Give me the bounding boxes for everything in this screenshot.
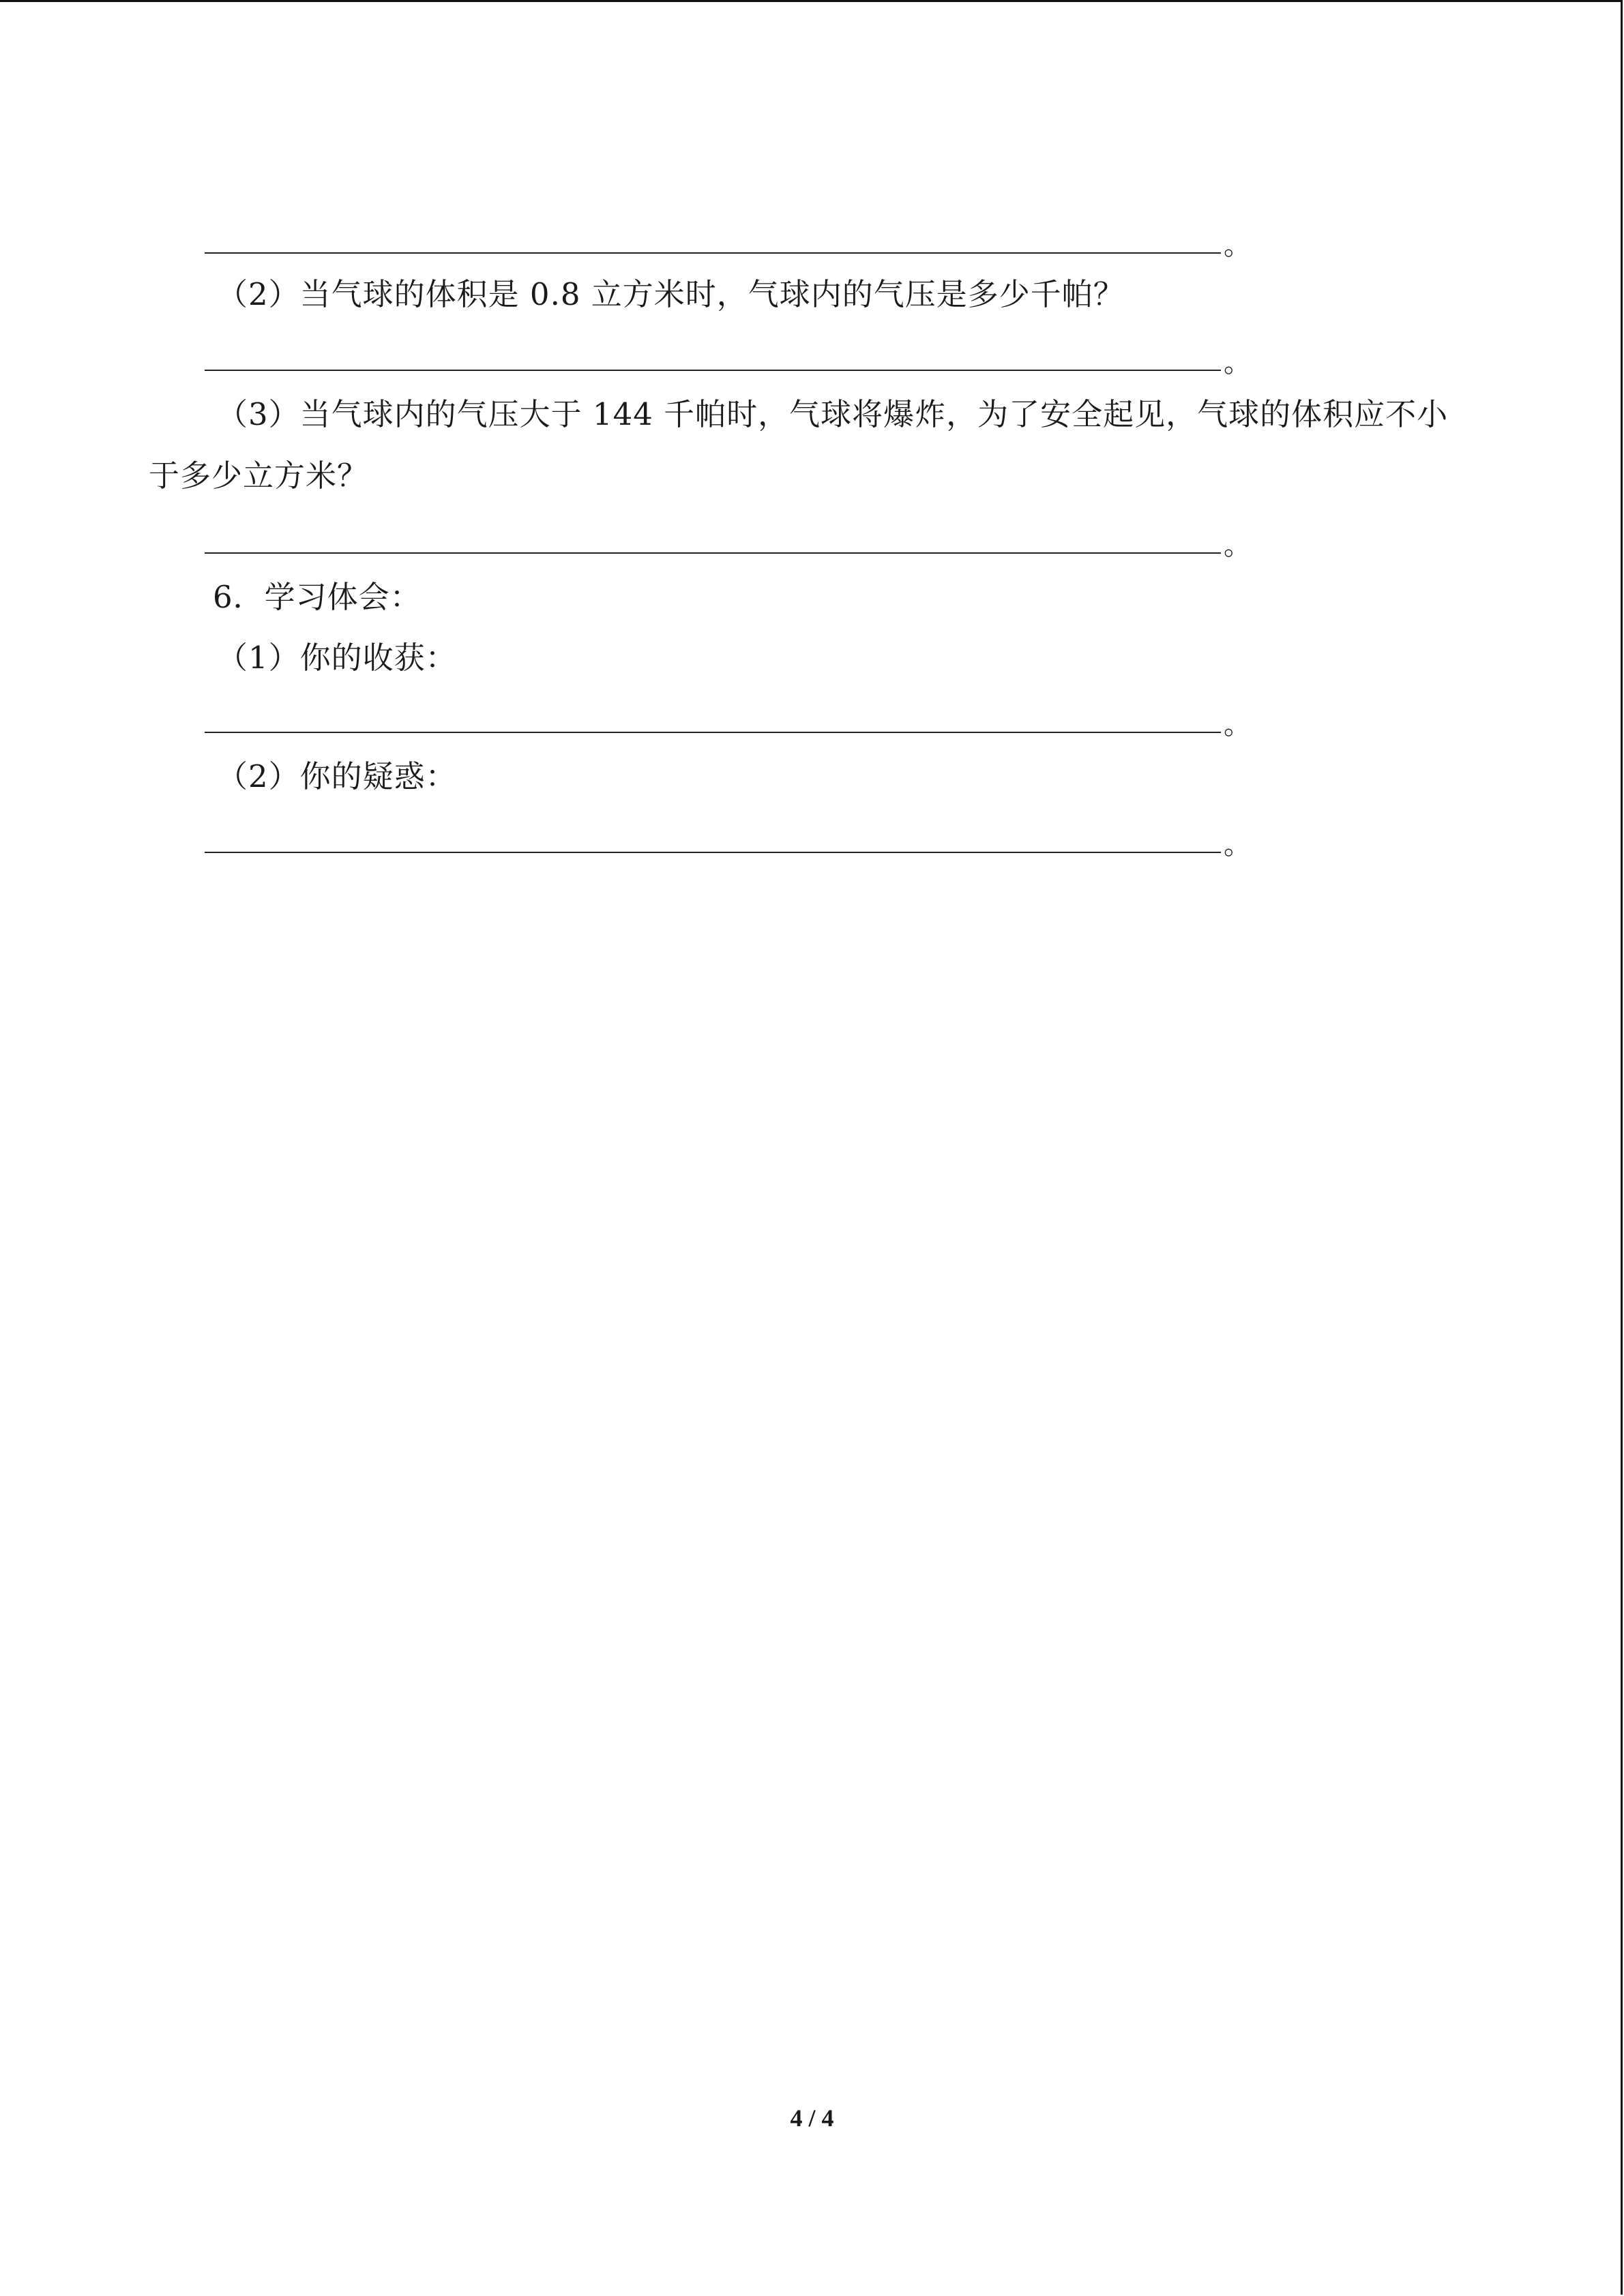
answer-period: 。 (1224, 829, 1251, 861)
answer-line-4[interactable] (205, 732, 1221, 733)
question-5-2: （2）当气球的体积是 0.8 立方米时，气球内的气压是多少千帕？ (217, 276, 1125, 312)
answer-line-5[interactable] (205, 852, 1221, 853)
answer-line-3[interactable] (205, 552, 1221, 554)
question-6-1: （1）你的收获： (217, 640, 457, 676)
answer-line-1[interactable] (205, 252, 1221, 254)
question-5-3-line1: （3）当气球内的气压大于 144 千帕时，气球将爆炸，为了安全起见，气球的体积应不小 (217, 396, 1449, 432)
answer-period: 。 (1224, 230, 1251, 261)
answer-period: 。 (1224, 347, 1251, 378)
question-5-3-line2: 于多少立方米？ (149, 458, 369, 494)
page-number: 4 / 4 (790, 2104, 834, 2132)
answer-period: 。 (1224, 709, 1251, 741)
question-6-title: 6．学习体会： (213, 579, 422, 615)
answer-line-2[interactable] (205, 370, 1221, 371)
question-6-2: （2）你的疑惑： (217, 758, 457, 794)
answer-period: 。 (1224, 530, 1251, 561)
